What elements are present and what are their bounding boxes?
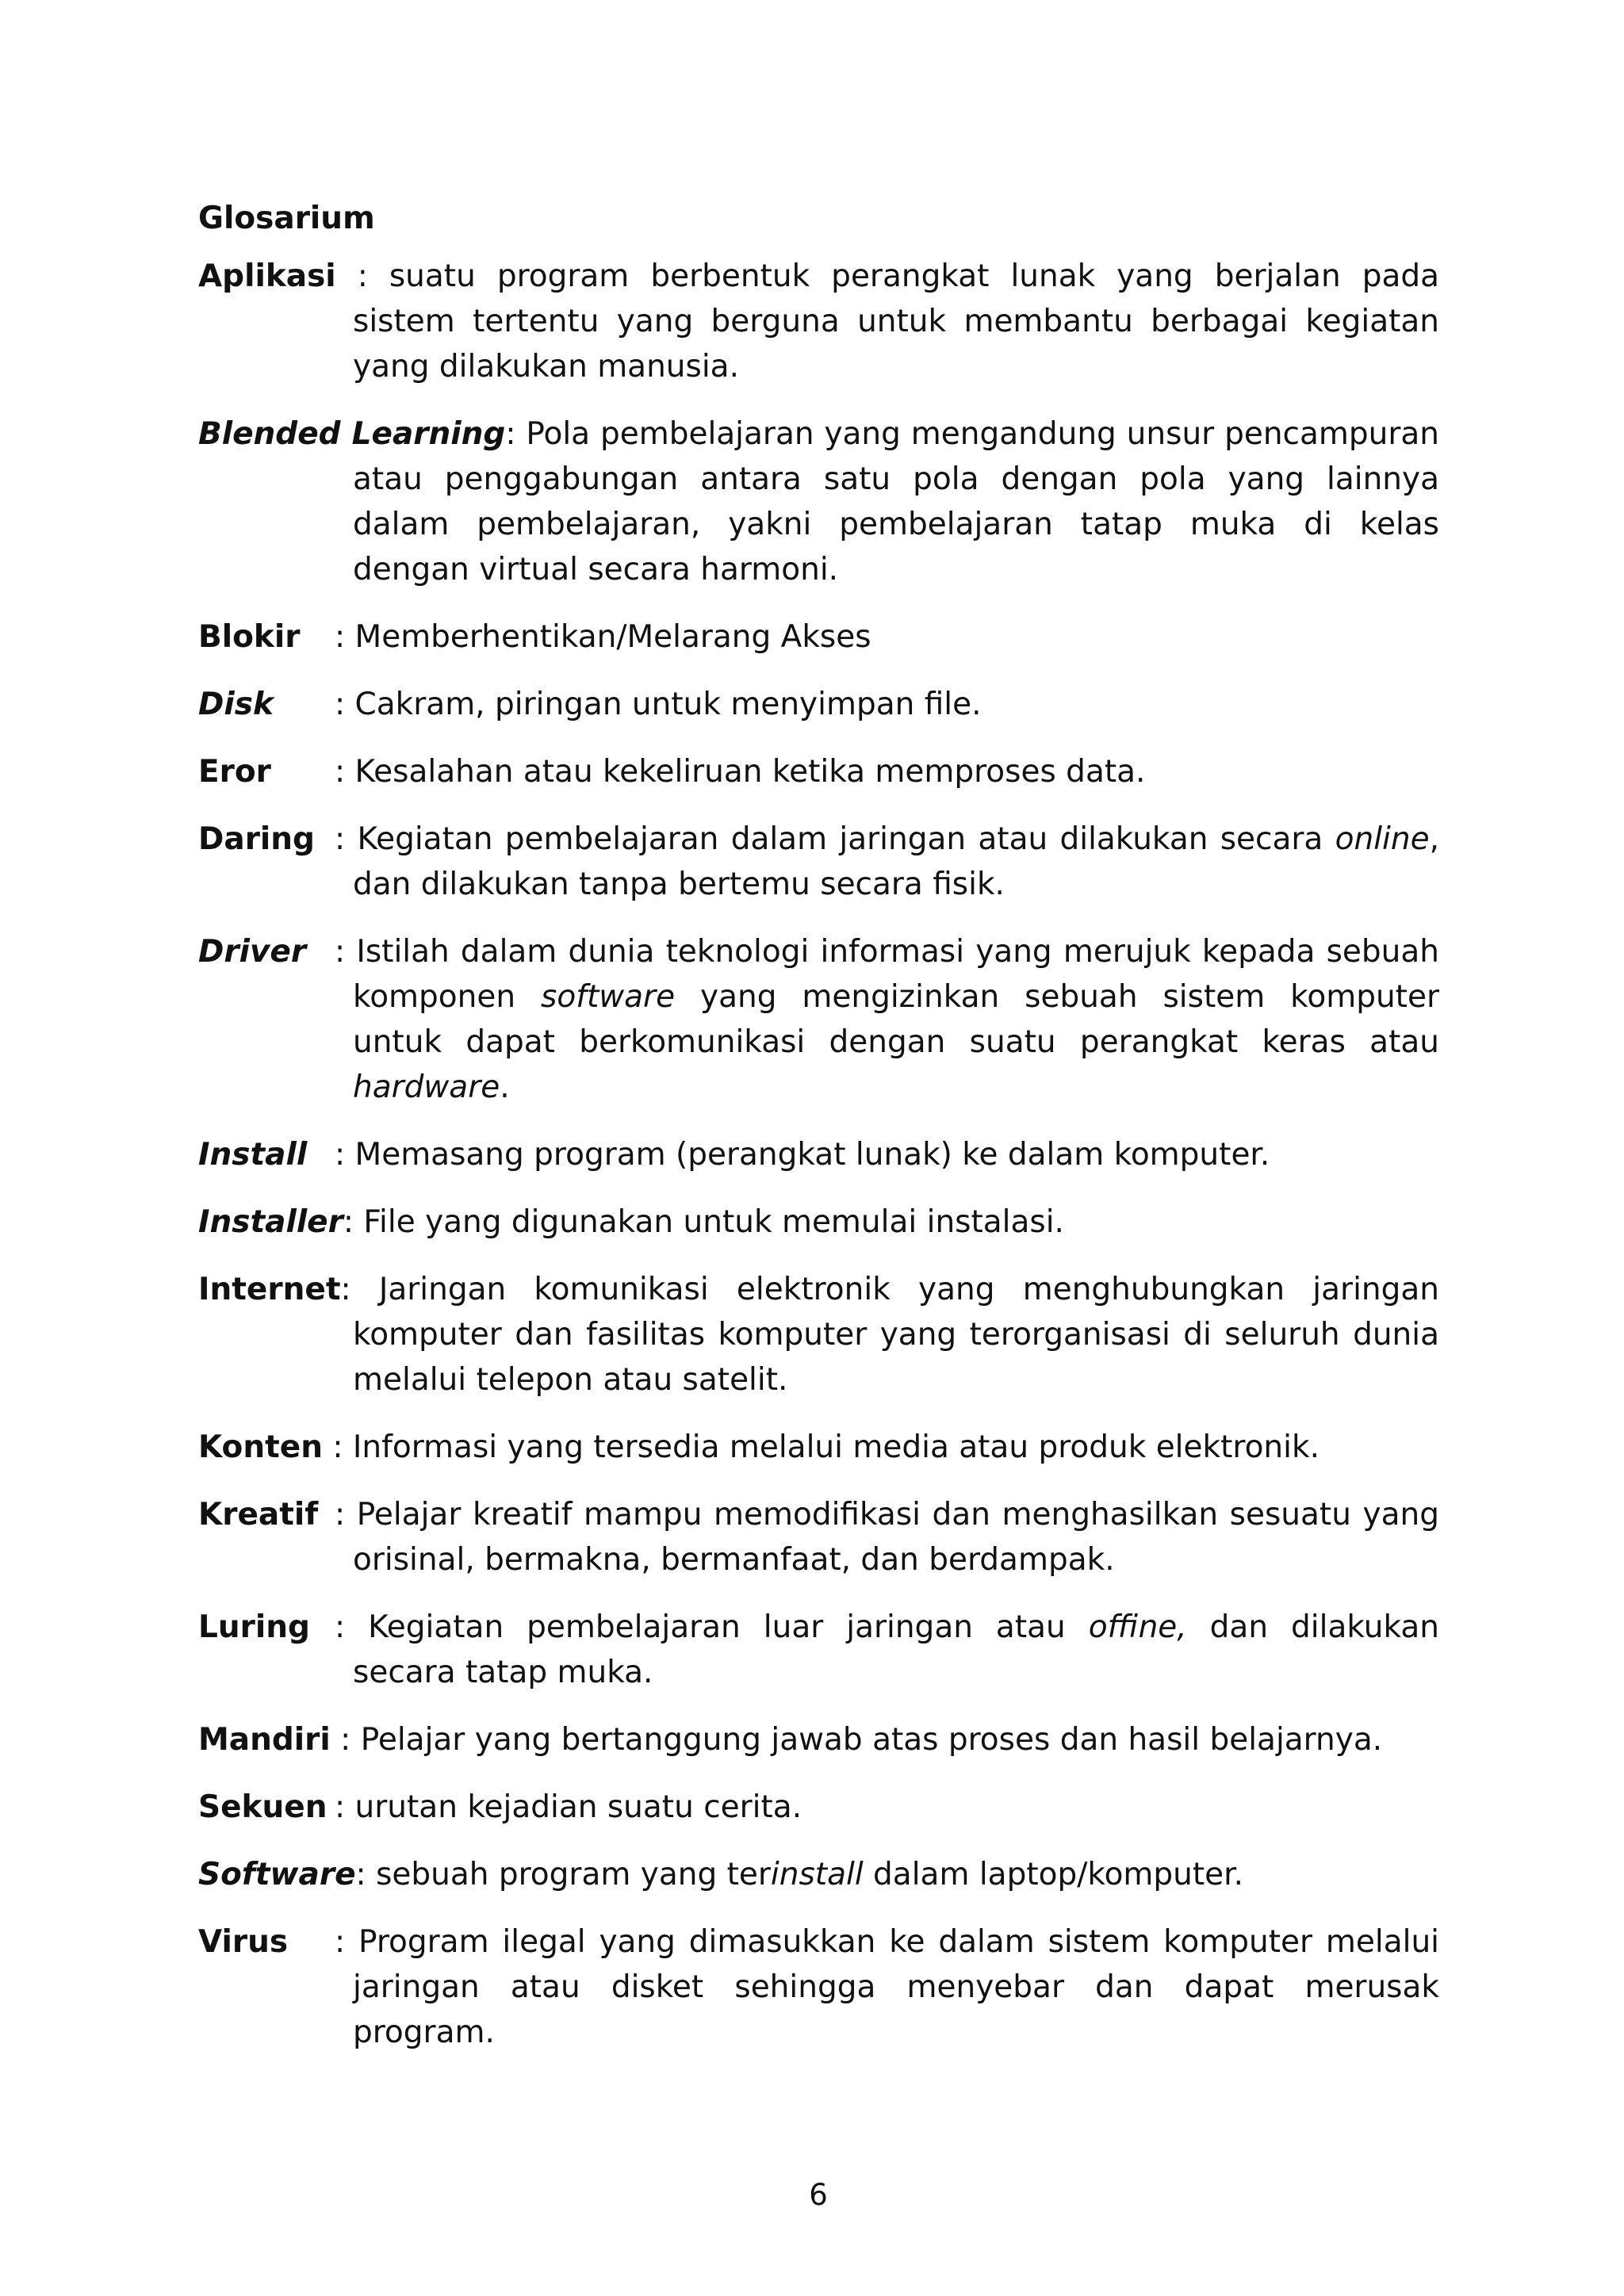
glossary-term: Konten [198,1429,323,1465]
definition-text: Kegiatan pembelajaran dalam jaringan atau dilakukan secara [357,821,1335,857]
term-separator: : [335,1497,357,1533]
glossary-entry-mandiri [198,1717,1439,1762]
definition-italic-text: install [770,1857,864,1892]
glossary-term: Disk [198,687,274,722]
glossary-entry-disk [198,682,1439,727]
glossary-definition: Memberhentikan/Melarang Akses [354,619,871,655]
page-number: 6 [809,2178,828,2212]
glossary-entry-luring [198,1605,1439,1695]
glossary-term: Installer [198,1204,343,1240]
definition-text: . [500,1070,510,1105]
glossary-term: Kreatif [198,1497,319,1533]
definition-italic-text: hardware [353,1070,500,1105]
term-separator: : [322,1429,353,1465]
glossary-term: Internet [198,1272,341,1307]
glossary-entry-software [198,1852,1439,1897]
term-separator: : [335,1924,359,1960]
glossary-entry-konten [198,1425,1439,1470]
glossary-term: Daring [198,821,315,857]
term-separator: : [335,1789,355,1825]
definition-text: , dan dilakukan tanpa bertemu secara fisik. [353,821,1439,902]
term-separator: : [340,1272,379,1307]
glossary-term: Install [198,1137,308,1173]
glossary-entry-install [198,1132,1439,1177]
glossary-term: Luring [198,1609,310,1645]
glossary-page [198,197,1439,2077]
glossary-definition: Program ilegal yang dimasukkan ke dalam sistem komputer melalui jaringan atau disket sehingga menyebar dan dapat merusak program. [353,1924,1439,2050]
glossary-definition [353,821,1439,902]
glossary-definition: Pola pembelajaran yang mengandung unsur pencampuran atau penggabungan antara satu pola dengan pola yang lainnya dalam pembelajaran, yakni pembelajaran tatap muka di kelas dengan virtual secara harmoni. [353,416,1439,587]
glossary-entry-virus [198,1919,1439,2055]
glossary-entry-driver [198,929,1439,1110]
term-separator: : [343,1204,364,1240]
glossary-term: Eror [198,754,271,790]
glossary-entry-kreatif [198,1492,1439,1582]
glossary-definition: urutan kejadian suatu cerita. [354,1789,802,1825]
glossary-term: Driver [198,934,307,970]
glossary-term: Blended Learning [198,416,506,452]
glossary-entry-blokir [198,614,1439,660]
definition-italic-text: offine, [1088,1609,1187,1645]
glossary-definition [353,1609,1439,1690]
term-separator: : [355,1857,377,1892]
glossary-entry-sekuen [198,1785,1439,1830]
glossary-term: Mandiri [198,1722,331,1758]
definition-text: Istilah dalam dunia teknologi informasi yang merujuk kepada sebuah komponen [353,934,1439,1015]
glossary-term: Software [198,1857,356,1892]
term-separator: : [335,687,355,722]
definition-text: sebuah program yang ter [376,1857,771,1892]
glossary-term: Sekuen [198,1789,327,1825]
term-separator: : [335,1137,355,1173]
glossary-definition: Memasang program (perangkat lunak) ke dalam komputer. [354,1137,1270,1173]
glossary-definition: File yang digunakan untuk memulai instalasi. [363,1204,1064,1240]
glossary-definition: suatu program berbentuk perangkat lunak yang berjalan pada sistem tertentu yang berguna untuk membantu berbagai kegiatan yang dilakukan manusia. [353,258,1439,385]
term-separator: : [505,416,527,452]
term-separator: : [335,934,357,970]
page-title: Glosarium [198,201,375,236]
definition-text: dalam laptop/komputer. [863,1857,1244,1892]
glossary-term: Aplikasi [198,258,336,294]
term-separator: : [335,754,355,790]
glossary-term: Blokir [198,619,301,655]
glossary-definition [376,1857,1243,1892]
glossary-definition: Kesalahan atau kekeliruan ketika memproses data. [354,754,1146,790]
term-separator: : [330,1722,361,1758]
term-separator: : [335,1609,369,1645]
glossary-definition: Pelajar yang bertanggung jawab atas proses dan hasil belajarnya. [360,1722,1383,1758]
glossary-entry-internet [198,1267,1439,1402]
term-separator: : [335,619,355,655]
glossary-entry-daring [198,817,1439,907]
definition-italic-text: online [1335,821,1430,857]
glossary-entry-aplikasi [198,254,1439,389]
definition-text: yang mengizinkan sebuah sistem komputer untuk dapat berkomunikasi dengan suatu perangkat keras atau [353,979,1439,1060]
term-separator: : [335,821,358,857]
glossary-definition: Pelajar kreatif mampu memodifikasi dan menghasilkan sesuatu yang orisinal, bermakna, bermanfaat, dan berdampak. [353,1497,1439,1578]
glossary-term: Virus [198,1924,289,1960]
glossary-definition [353,934,1439,1105]
glossary-definition: Informasi yang tersedia melalui media atau produk elektronik. [352,1429,1320,1465]
definition-text: dan dilakukan secara tatap muka. [353,1609,1439,1690]
definition-text: Kegiatan pembelajaran luar jaringan atau [368,1609,1089,1645]
glossary-definition: Cakram, piringan untuk menyimpan file. [354,687,982,722]
definition-italic-text: software [541,979,676,1015]
glossary-definition: Jaringan komunikasi elektronik yang menghubungkan jaringan komputer dan fasilitas komputer yang terorganisasi di seluruh dunia melalui telepon atau satelit. [353,1272,1439,1398]
glossary-entry-eror [198,749,1439,794]
term-separator: : [335,258,389,294]
glossary-entry-blended-learning [198,411,1439,592]
glossary-entry-installer [198,1200,1439,1245]
